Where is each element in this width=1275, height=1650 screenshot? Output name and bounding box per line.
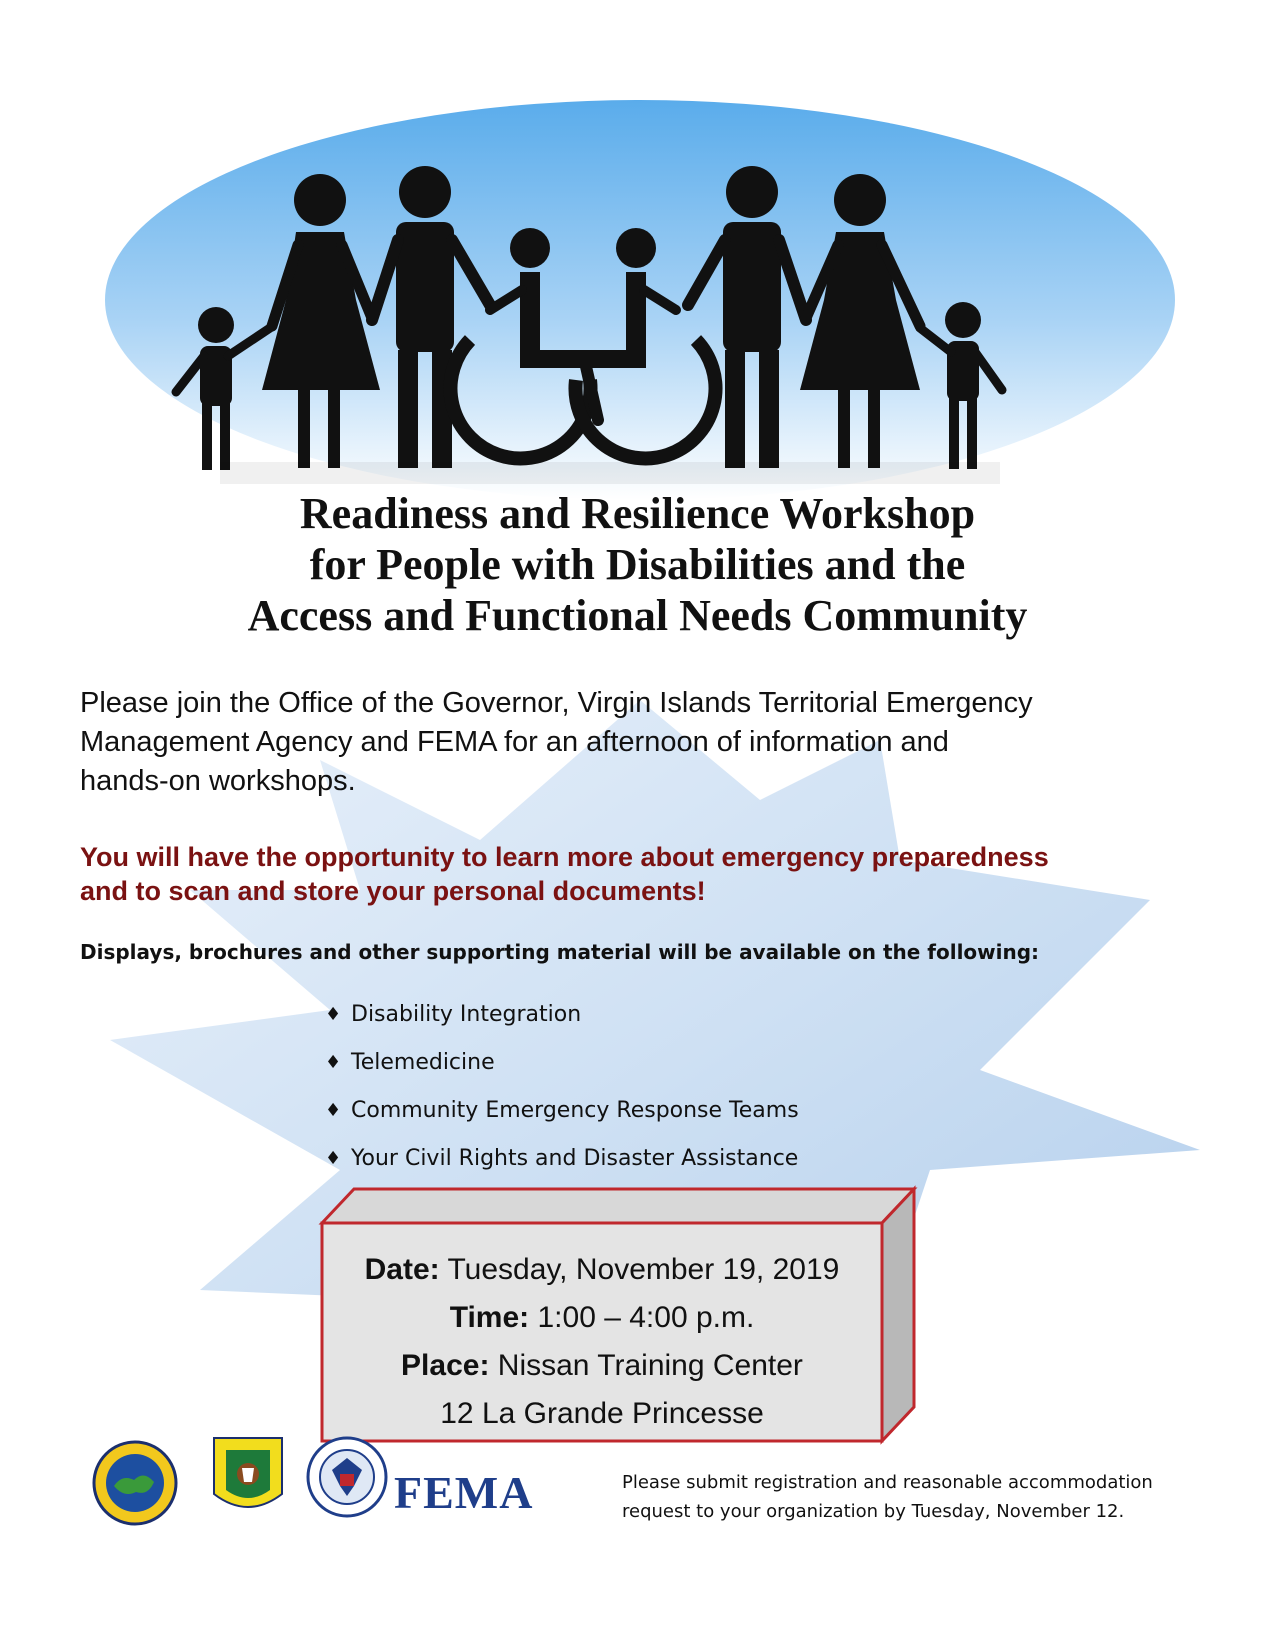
diamond-bullet-icon: ♦ — [325, 1099, 342, 1121]
topic-label: Your Civil Rights and Disaster Assistance — [351, 1145, 799, 1171]
topic-label: Telemedicine — [351, 1049, 495, 1075]
intro-paragraph — [80, 684, 1230, 801]
box-side-face — [882, 1189, 914, 1441]
list-item — [325, 990, 799, 1038]
opportunity-paragraph — [80, 840, 1230, 908]
list-item — [325, 1086, 799, 1134]
silhouette-reflection — [220, 462, 1000, 484]
vitema-seal-logo — [212, 1434, 284, 1520]
dhs-seal-logo — [306, 1436, 388, 1518]
topics-list — [325, 990, 799, 1182]
time-row — [322, 1294, 882, 1342]
place-label: Place: — [401, 1349, 490, 1382]
footnote-line-2: request to your organization by Tuesday, November 12. — [622, 1501, 1125, 1522]
list-item — [325, 1038, 799, 1086]
diamond-bullet-icon: ♦ — [325, 1147, 342, 1169]
place-row — [322, 1342, 882, 1390]
vi-government-seal-logo — [92, 1440, 178, 1526]
box-top-face — [322, 1189, 914, 1223]
fema-wordmark-logo: FEMA — [394, 1467, 534, 1518]
title-line-3: Access and Functional Needs Community — [247, 591, 1028, 640]
intro-line-3: hands-on workshops. — [80, 765, 356, 797]
intro-line-2: Management Agency and FEMA for an afternoon of information and — [80, 726, 949, 758]
diamond-bullet-icon: ♦ — [325, 1051, 342, 1073]
time-value: 1:00 – 4:00 p.m. — [537, 1301, 755, 1334]
time-label: Time: — [449, 1301, 530, 1334]
list-item — [325, 1134, 799, 1182]
event-details — [322, 1246, 882, 1438]
date-value: Tuesday, November 19, 2019 — [447, 1253, 840, 1286]
highlight-line-2: and to scan and store your personal documents! — [80, 876, 706, 906]
displays-heading: Displays, brochures and other supporting material will be available on the following: — [80, 940, 1040, 964]
diamond-bullet-icon: ♦ — [325, 1003, 342, 1025]
title-line-1: Readiness and Resilience Workshop — [299, 489, 976, 538]
place-value: Nissan Training Center — [497, 1349, 803, 1382]
footnote-line-1: Please submit registration and reasonable accommodation — [622, 1472, 1153, 1493]
registration-note — [622, 1468, 1242, 1526]
workshop-title — [0, 488, 1275, 641]
topic-label: Community Emergency Response Teams — [351, 1097, 799, 1123]
date-label: Date: — [364, 1253, 440, 1286]
topic-label: Disability Integration — [351, 1001, 582, 1027]
intro-line-1: Please join the Office of the Governor, Virgin Islands Territorial Emergency — [80, 687, 1033, 719]
title-line-2: for People with Disabilities and the — [309, 540, 966, 589]
highlight-line-1: You will have the opportunity to learn more about emergency preparedness — [80, 842, 1049, 872]
date-row — [322, 1246, 882, 1294]
address-row: 12 La Grande Princesse — [440, 1397, 764, 1430]
